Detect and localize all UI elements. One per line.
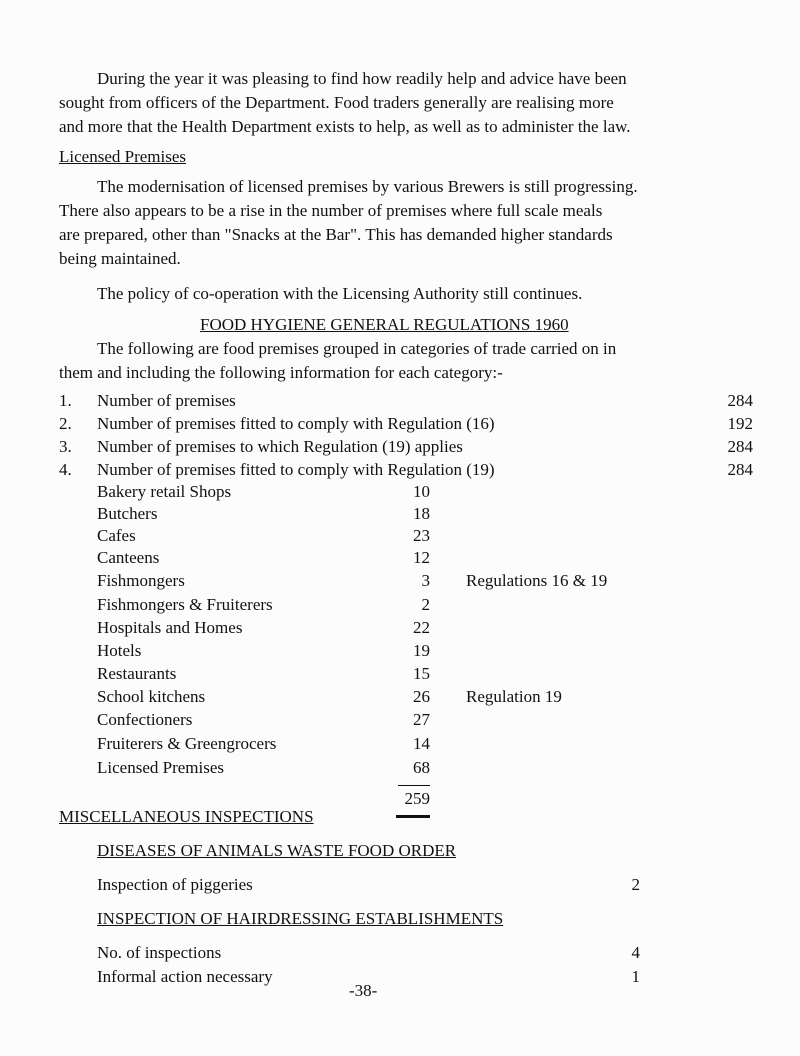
category-count: 23 — [413, 526, 430, 545]
category-count: 19 — [413, 641, 430, 660]
category-count: 15 — [413, 664, 430, 683]
category-count: 18 — [413, 504, 430, 523]
item-text: Number of premises to which Regulation (19) applies — [97, 437, 463, 456]
category-count: 14 — [413, 734, 430, 753]
piggeries-label: Inspection of piggeries — [97, 875, 253, 894]
category-count: 26 — [413, 687, 430, 706]
licensed-premises-heading: Licensed Premises — [59, 147, 186, 166]
informal-action-value: 1 — [631, 967, 640, 986]
category-name: Butchers — [97, 504, 158, 523]
category-count: 27 — [413, 710, 430, 729]
item-text: Number of premises fitted to comply with Regulation (16) — [97, 414, 495, 433]
category-name: Fishmongers — [97, 571, 185, 590]
regulations-intro-line-2: them and including the following information for each category:- — [59, 363, 503, 382]
inspections-value: 4 — [631, 943, 640, 962]
item-number: 1. — [59, 391, 72, 410]
category-name: Bakery retail Shops — [97, 482, 232, 501]
category-name: Licensed Premises — [97, 758, 224, 777]
item-number: 3. — [59, 437, 72, 456]
item-text: Number of premises fitted to comply with Regulation (19) — [97, 460, 495, 479]
piggeries-value: 2 — [631, 875, 640, 894]
licensed-para2: The policy of co-operation with the Licensing Authority still continues. — [97, 284, 583, 303]
category-name: Confectioners — [97, 710, 193, 729]
category-name: Restaurants — [97, 664, 177, 683]
item-number: 4. — [59, 460, 72, 479]
licensed-para1-line-2: There also appears to be a rise in the number of premises where full scale meals — [59, 201, 603, 220]
intro-line-3: and more that the Health Department exists to help, as well as to administer the law. — [59, 117, 631, 136]
category-count: 22 — [413, 618, 430, 637]
misc-heading: MISCELLANEOUS INSPECTIONS — [59, 807, 314, 826]
category-name: Canteens — [97, 548, 160, 567]
item-value: 284 — [727, 437, 753, 456]
licensed-para1-line-4: being maintained. — [59, 249, 181, 268]
category-name: Fishmongers & Fruiterers — [97, 595, 273, 614]
total-double-rule — [396, 815, 430, 818]
item-value: 284 — [727, 391, 753, 410]
category-count: 12 — [413, 548, 430, 567]
note-regulation-19: Regulation 19 — [466, 687, 562, 706]
category-count: 2 — [421, 595, 430, 614]
total-value: 259 — [404, 789, 430, 808]
regulations-heading: FOOD HYGIENE GENERAL REGULATIONS 1960 — [200, 315, 569, 334]
item-text: Number of premises — [97, 391, 236, 410]
category-name: School kitchens — [97, 687, 206, 706]
total-rule — [398, 785, 430, 786]
informal-action-label: Informal action necessary — [97, 967, 273, 986]
intro-line-1: During the year it was pleasing to find how readily help and advice have been — [97, 69, 627, 88]
category-name: Hotels — [97, 641, 142, 660]
item-value: 192 — [727, 414, 753, 433]
category-name: Cafes — [97, 526, 136, 545]
category-name: Fruiterers & Greengrocers — [97, 734, 277, 753]
category-name: Hospitals and Homes — [97, 618, 243, 637]
category-count: 3 — [421, 571, 430, 590]
animals-heading: DISEASES OF ANIMALS WASTE FOOD ORDER — [97, 841, 457, 860]
category-count: 10 — [413, 482, 430, 501]
licensed-para1-line-3: are prepared, other than "Snacks at the Bar". This has demanded higher standards — [59, 225, 613, 244]
licensed-para1-line-1: The modernisation of licensed premises by various Brewers is still progressing. — [97, 177, 638, 196]
intro-line-2: sought from officers of the Department. Food traders generally are realising more — [59, 93, 614, 112]
category-count: 68 — [413, 758, 430, 777]
item-number: 2. — [59, 414, 72, 433]
page-number: -38- — [349, 981, 378, 1000]
regulations-intro-line-1: The following are food premises grouped in categories of trade carried on in — [97, 339, 617, 358]
note-regulations-16-19: Regulations 16 & 19 — [466, 571, 608, 590]
item-value: 284 — [727, 460, 753, 479]
hairdressing-heading: INSPECTION OF HAIRDRESSING ESTABLISHMENTS — [97, 909, 504, 928]
inspections-label: No. of inspections — [97, 943, 222, 962]
